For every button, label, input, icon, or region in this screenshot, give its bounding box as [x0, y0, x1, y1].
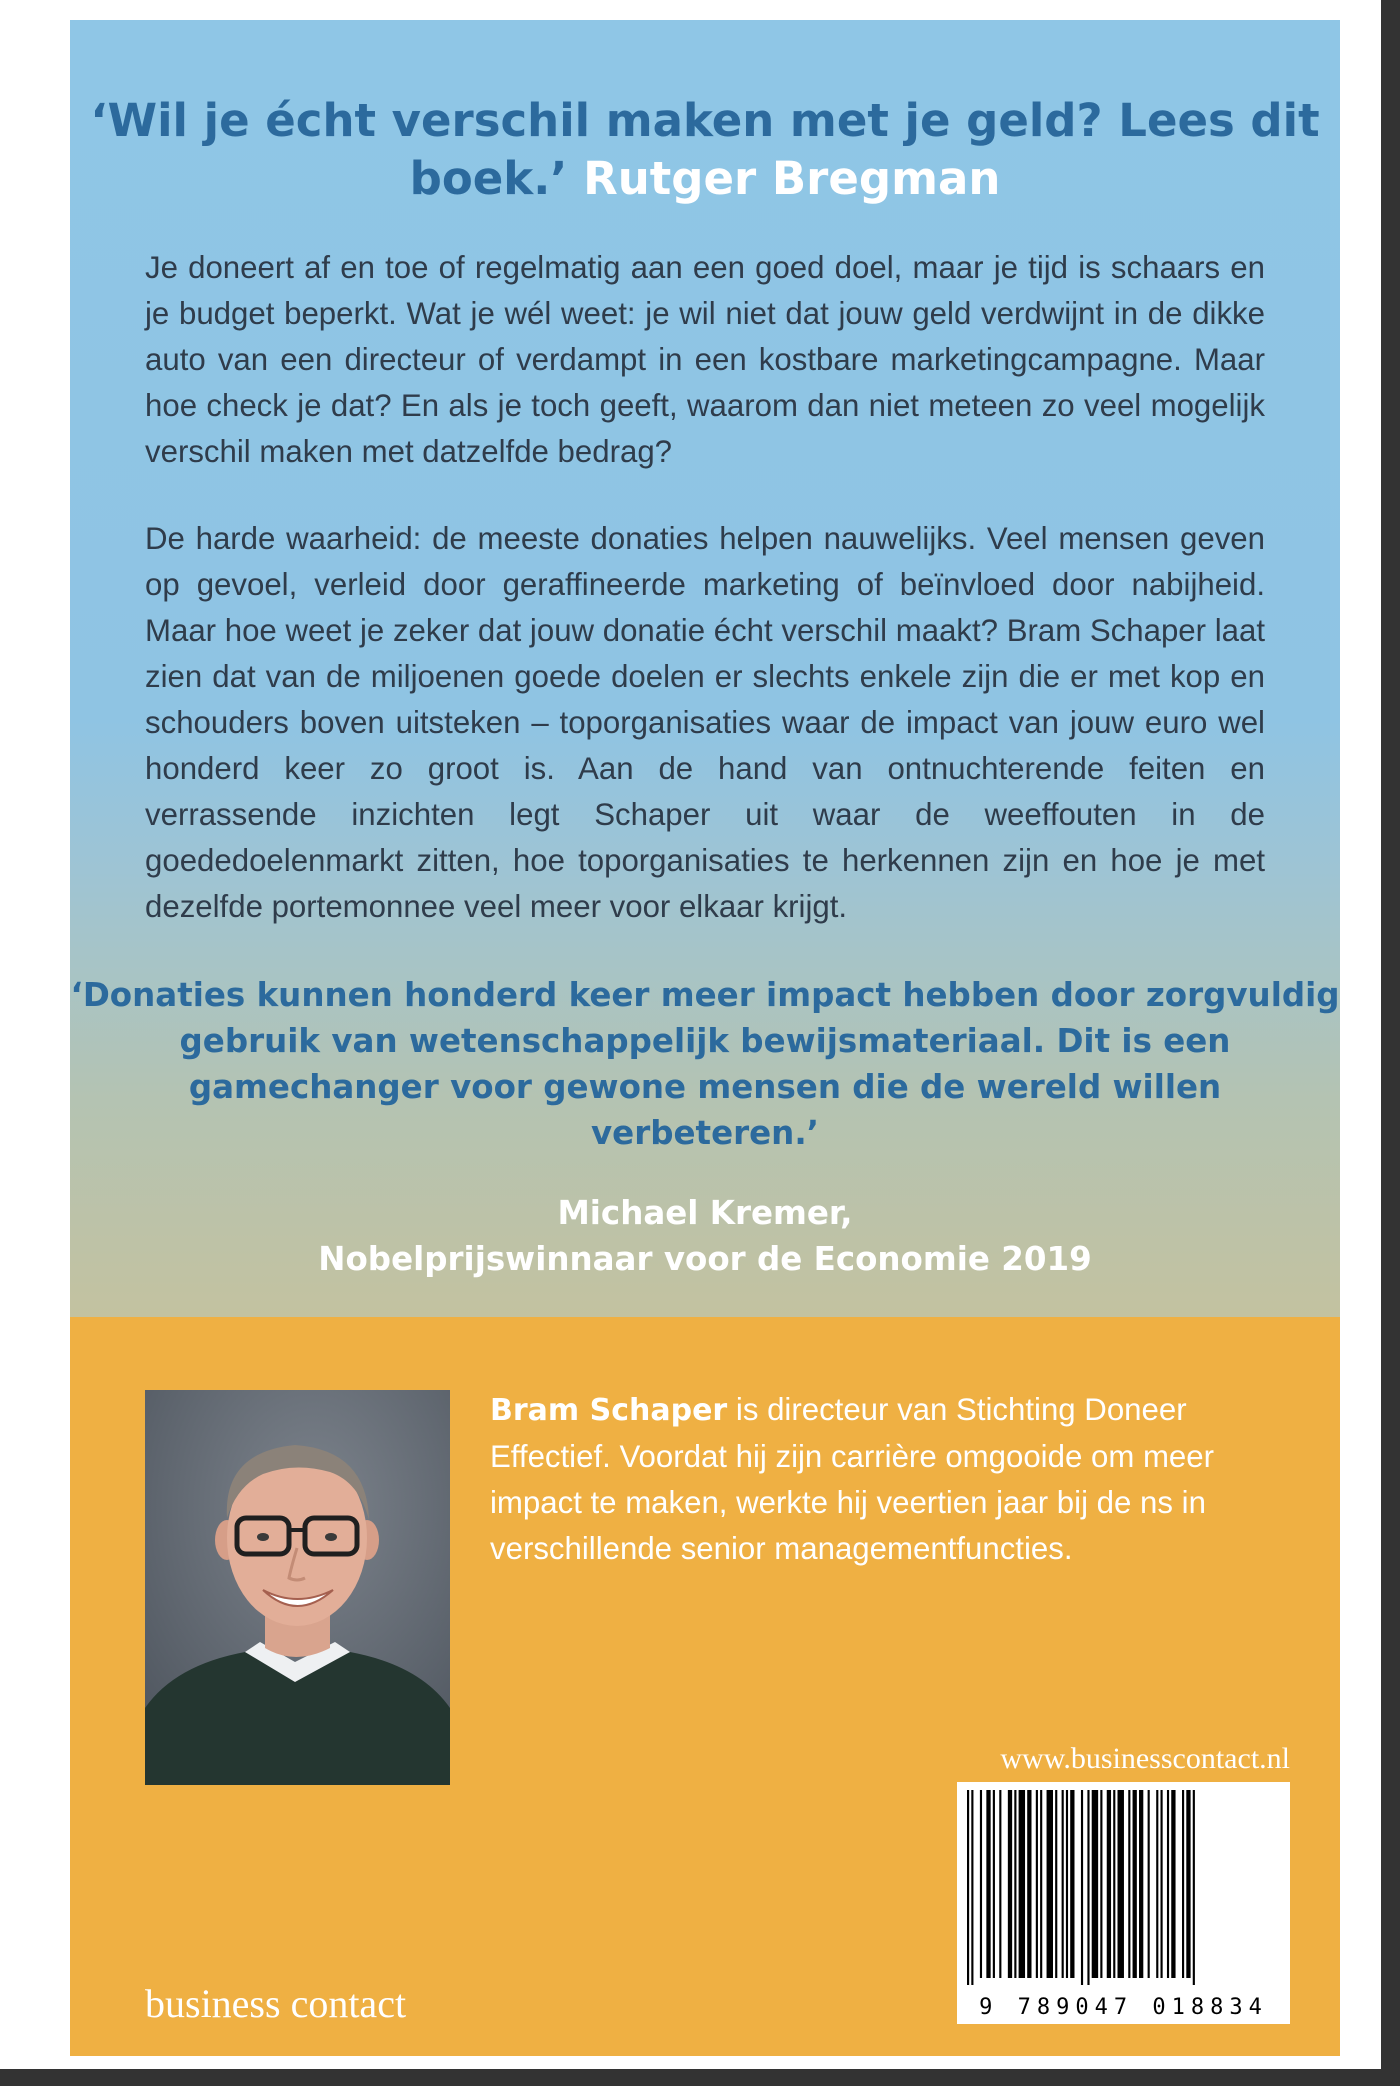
- author-bio-name: Bram Schaper: [490, 1393, 728, 1428]
- barcode-bar: [1055, 1790, 1057, 1978]
- author-photo: [145, 1390, 450, 1785]
- headline-quote-text: ‘Wil je écht verschil maken met je geld? Lees dit boek.’: [90, 94, 1320, 205]
- barcode-bar: [1118, 1790, 1124, 1978]
- isbn-barcode: [957, 1782, 1290, 2024]
- barcode-bar: [1081, 1790, 1083, 1985]
- book-back-cover: [70, 20, 1340, 2056]
- barcode-bar: [1156, 1790, 1158, 1978]
- barcode-bar: [1036, 1790, 1038, 1978]
- barcode-bar: [986, 1790, 990, 1978]
- author-portrait-illustration: [145, 1390, 450, 1785]
- barcode-bar: [1070, 1790, 1074, 1978]
- blurb-paragraph-1: Je doneert af en toe of regelmatig aan een goed doel, maar je tijd is schaars en je budget beperkt. Wat je wél weet: je wil niet dat jouw geld verdwijnt in de dikke auto van een directeur of verdampt in een kostbare marketingcampagne. Maar hoe check je dat? En als je toch geeft, waarom dan niet meteen zo veel mogelijk verschil maken met datzelfde bedrag?: [145, 250, 1265, 469]
- endorsement-quote: ‘Donaties kunnen honderd keer meer impact hebben door zorgvuldig gebruik van wetenschappelijk bewijsmateriaal. Dit is een gamechanger voor gewone mensen die de wereld willen verbeteren.’: [70, 976, 1340, 1152]
- barcode-bar: [1107, 1790, 1111, 1978]
- barcode-bar: [999, 1790, 1001, 1978]
- barcode-bar: [1133, 1790, 1137, 1978]
- barcode-bar: [1040, 1790, 1042, 1978]
- barcode-bar: [1113, 1790, 1115, 1978]
- barcode-bar: [1167, 1790, 1169, 1978]
- publisher-website: www.businesscontact.nl: [1000, 1742, 1290, 1775]
- blurb-paragraph-2: De harde waarheid: de meeste donaties helpen nauwelijks. Veel mensen geven op gevoel, verleid door geraffineerde marketing of beïnvloed door nabijheid. Maar hoe weet je zeker dat jouw donatie écht verschil maakt? Bram Schaper laat zien dat van de miljoenen goede doelen er slechts enkele zijn die er met kop en schouders boven uitsteken – toporganisaties waar de impact van jouw euro wel honderd keer zo groot is. Aan de hand van ontnuchterende feiten en verrassende inzichten legt Schaper uit waar de weeffouten in de goededoelenmarkt zitten, hoe toporganisaties te herkennen zijn en hoe je met dezelfde portemonnee veel meer voor elkaar krijgt.: [145, 521, 1265, 924]
- author-bio: [490, 1387, 1270, 1572]
- barcode-bar: [967, 1790, 969, 1985]
- barcode-bar: [1019, 1790, 1025, 1978]
- barcode-bar: [1087, 1790, 1089, 1985]
- frame-right-edge: [1381, 0, 1400, 2086]
- barcode-bar: [1161, 1790, 1163, 1978]
- barcode-bar: [1186, 1790, 1190, 1978]
- barcode-bar: [1193, 1790, 1195, 1985]
- author-bio-text: is directeur van Stichting Doneer Effectief. Voordat hij zijn carrière omgooide om meer impact te maken, werkte hij veertien jaar bij de ns in verschillende senior managementfuncties.: [490, 1392, 1215, 1566]
- barcode-bar: [1047, 1790, 1053, 1978]
- barcode-bar: [1014, 1790, 1016, 1978]
- endorsement-author-name: Michael Kremer,: [557, 1194, 853, 1232]
- headline-quote-author: Rutger Bregman: [583, 152, 1001, 205]
- barcode-bar: [1182, 1790, 1184, 1978]
- barcode-bar: [1171, 1790, 1175, 1978]
- endorsement-author: [70, 1190, 1340, 1282]
- barcode-bars-icon: [957, 1782, 1290, 1987]
- barcode-bar: [1008, 1790, 1012, 1978]
- barcode-bar: [993, 1790, 995, 1978]
- top-panel: [70, 20, 1340, 1317]
- headline-quote: [70, 92, 1340, 208]
- barcode-bar: [1027, 1790, 1031, 1978]
- barcode-bar: [1128, 1790, 1130, 1978]
- barcode-bar: [971, 1790, 973, 1985]
- barcode-bar: [1062, 1790, 1064, 1978]
- barcode-bar: [1139, 1790, 1143, 1978]
- barcode-bar: [1100, 1790, 1102, 1978]
- barcode-bar: [980, 1790, 982, 1978]
- frame-bottom-edge: [0, 2069, 1400, 2086]
- endorsement-author-title: Nobelprijswinnaar voor de Economie 2019: [318, 1240, 1092, 1278]
- publisher-logo: business contact: [145, 1981, 407, 2026]
- barcode-bar: [1148, 1790, 1150, 1978]
- barcode-bar: [1066, 1790, 1068, 1978]
- barcode-bar: [1092, 1790, 1098, 1978]
- isbn-digits: 9 789047 018834: [979, 1995, 1268, 2020]
